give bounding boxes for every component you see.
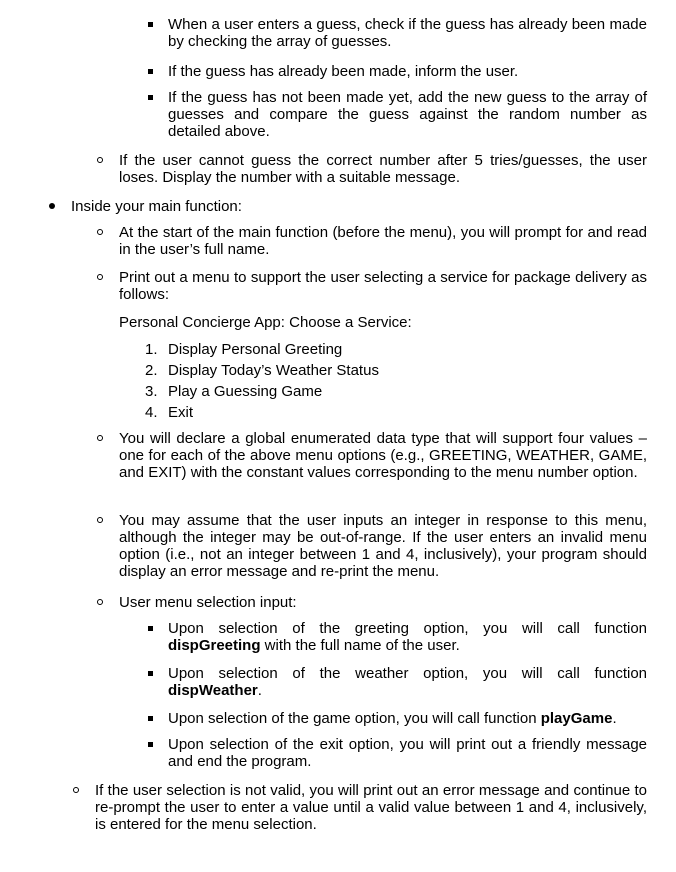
dot-bullet-icon [49, 203, 55, 209]
menu-item-number: 3. [145, 383, 158, 400]
prompt-name-bullet: At the start of the main function (before the menu), you will prompt for and read in the user’s full name. [119, 224, 647, 258]
square-bullet-icon [148, 95, 153, 100]
circle-bullet-icon [97, 229, 103, 235]
guess-check-bullet: When a user enters a guess, check if the guess has already been made by checking the array of guesses. [168, 16, 647, 50]
menu-input-bullet: User menu selection input: [119, 594, 297, 611]
menu-item-game: Play a Guessing Game [168, 383, 323, 400]
print-menu-bullet: Print out a menu to support the user selecting a service for package delivery as follows: [119, 269, 647, 303]
enum-type-bullet: You will declare a global enumerated data type that will support four values – one for each of the above menu options (e.g., GREETING, WEATHER, GAME, and EXIT) with the constant values corresponding to the menu number option. [119, 430, 647, 481]
invalid-selection-paragraph: If the user selection is not valid, you will print out an error message and continue to re-prompt the user to enter a value until a valid value between 1 and 4, inclusively, is entered for the menu selection. [95, 782, 647, 833]
menu-item-number: 1. [145, 341, 158, 358]
circle-bullet-icon [97, 435, 103, 441]
invalid-option-bullet: You may assume that the user inputs an integer in response to this menu, although the integer may be out-of-range. If the user enters an invalid menu option (i.e., not an integer between 1 and 4, inclusively), your program should display an error message and re-print the menu. [119, 512, 647, 580]
menu-item-weather: Display Today’s Weather Status [168, 362, 379, 379]
game-option-bullet: Upon selection of the game option, you will call function playGame. [168, 710, 617, 727]
menu-item-number: 2. [145, 362, 158, 379]
square-bullet-icon [148, 742, 153, 747]
circle-bullet-icon [97, 517, 103, 523]
playgame-function: playGame [540, 710, 613, 727]
square-bullet-icon [148, 22, 153, 27]
menu-title: Personal Concierge App: Choose a Service: [119, 314, 412, 331]
square-bullet-icon [148, 626, 153, 631]
guess-made-bullet: If the guess has already been made, inform the user. [168, 63, 519, 80]
circle-bullet-icon [97, 599, 103, 605]
menu-item-greeting: Display Personal Greeting [168, 341, 343, 358]
main-function-heading: Inside your main function: [71, 198, 242, 215]
square-bullet-icon [148, 671, 153, 676]
circle-bullet-icon [97, 274, 103, 280]
circle-bullet-icon [97, 157, 103, 163]
weather-option-bullet: Upon selection of the weather option, you will call function dispWeather. [168, 665, 647, 699]
menu-item-number: 4. [145, 404, 158, 421]
greeting-option-bullet: Upon selection of the greeting option, you will call function dispGreeting with the full name of the user. [168, 620, 647, 654]
dispgreeting-function: dispGreeting [168, 637, 261, 654]
guess-not-made-bullet: If the guess has not been made yet, add the new guess to the array of guesses and compare the guess against the random number as detailed above. [168, 89, 647, 140]
menu-item-exit: Exit [168, 404, 194, 421]
exit-option-bullet: Upon selection of the exit option, you will print out a friendly message and end the program. [168, 736, 647, 770]
square-bullet-icon [148, 69, 153, 74]
dispweather-function: dispWeather [168, 682, 258, 699]
lose-condition-bullet: If the user cannot guess the correct number after 5 tries/guesses, the user loses. Display the number with a suitable message. [119, 152, 647, 186]
circle-bullet-icon [73, 787, 79, 793]
square-bullet-icon [148, 716, 153, 721]
